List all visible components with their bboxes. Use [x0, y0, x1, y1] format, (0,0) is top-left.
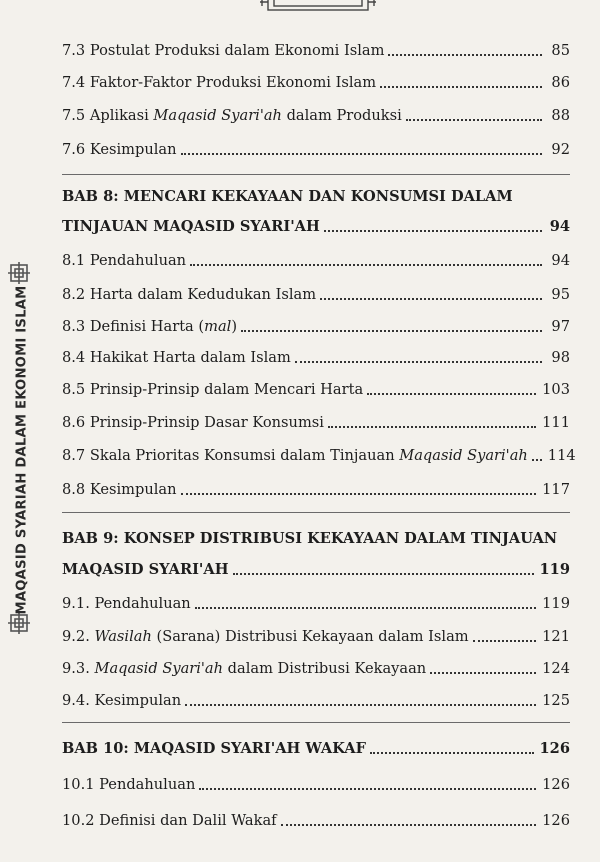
- section-divider: [62, 722, 570, 723]
- toc-entry[interactable]: 8.7 Skala Prioritas Konsumsi dalam Tinjauan Maqasid Syari'ah 114: [62, 447, 576, 464]
- chapter-entry[interactable]: BAB 10: MAQASID SYARI'AH WAKAF 126: [62, 740, 570, 757]
- section-divider: [62, 174, 570, 175]
- chapter-entry[interactable]: MAQASID SYARI'AH 119: [62, 561, 570, 578]
- toc-entry[interactable]: 10.2 Definisi dan Dalil Wakaf 126: [62, 812, 570, 829]
- knot-ornament-icon: [8, 262, 30, 284]
- knot-ornament-icon: [8, 612, 30, 634]
- chapter-heading: BAB 9: KONSEP DISTRIBUSI KEKAYAAN DALAM TINJAUAN: [62, 530, 558, 547]
- toc-entry[interactable]: 9.3. Maqasid Syari'ah dalam Distribusi Kekayaan 124: [62, 660, 570, 677]
- spine-title: MAQASID SYARIAH DALAM EKONOMI ISLAM: [14, 285, 30, 615]
- chapter-heading: BAB 8: MENCARI KEKAYAAN DAN KONSUMSI DALAM: [62, 188, 513, 205]
- toc-entry[interactable]: 8.3 Definisi Harta (mal) 97: [62, 318, 570, 335]
- chapter-entry[interactable]: TINJAUAN MAQASID SYARI'AH 94: [62, 218, 570, 235]
- toc-entry[interactable]: 8.8 Kesimpulan 117: [62, 481, 570, 498]
- toc-entry[interactable]: 8.5 Prinsip-Prinsip dalam Mencari Harta 103: [62, 381, 570, 398]
- toc-entry[interactable]: 8.1 Pendahuluan 94: [62, 252, 570, 269]
- top-ornament-icon: [258, 0, 378, 16]
- toc-entry[interactable]: 9.4. Kesimpulan 125: [62, 692, 570, 709]
- toc-entry[interactable]: 8.2 Harta dalam Kedudukan Islam 95: [62, 286, 570, 303]
- toc-entry[interactable]: 7.3 Postulat Produksi dalam Ekonomi Islam 85: [62, 42, 570, 59]
- toc-entry[interactable]: 7.5 Aplikasi Maqasid Syari'ah dalam Produksi 88: [62, 107, 570, 124]
- toc-entry[interactable]: 10.1 Pendahuluan 126: [62, 776, 570, 793]
- toc-entry[interactable]: 7.4 Faktor-Faktor Produksi Ekonomi Islam 86: [62, 74, 570, 91]
- toc-entry[interactable]: 7.6 Kesimpulan 92: [62, 141, 570, 158]
- toc-entry[interactable]: 9.1. Pendahuluan 119: [62, 595, 570, 612]
- section-divider: [62, 512, 570, 513]
- toc-entry[interactable]: 9.2. Wasilah (Sarana) Distribusi Kekayaan dalam Islam 121: [62, 628, 570, 645]
- toc-entry[interactable]: 8.6 Prinsip-Prinsip Dasar Konsumsi 111: [62, 414, 570, 431]
- toc-entry[interactable]: 8.4 Hakikat Harta dalam Islam 98: [62, 349, 570, 366]
